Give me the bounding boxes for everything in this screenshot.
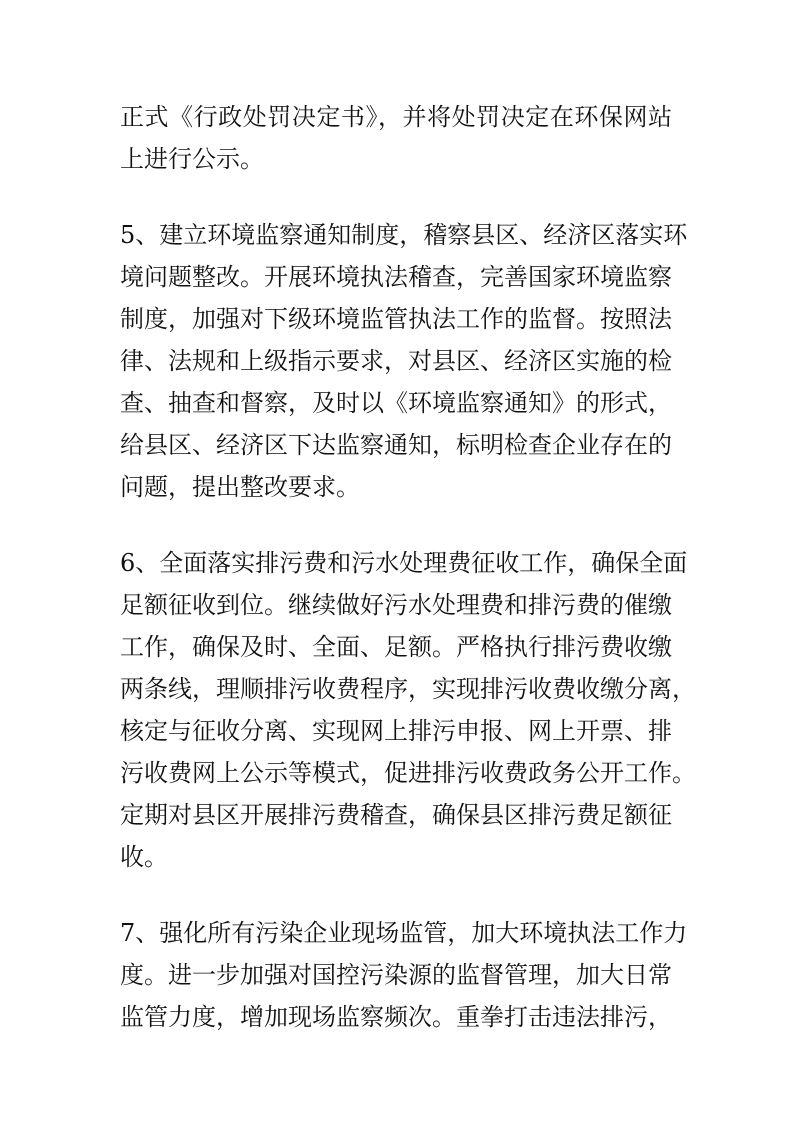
text-line: 问题，提出整改要求。 [120,473,360,501]
paragraph-spacing [120,508,672,542]
paragraph-item-5 [120,214,688,508]
text-line: 核定与征收分离、实现网上排污申报、网上开票、排 [120,717,672,745]
text-line: 给县区、经济区下达监察通知，标明检查企业存在的 [120,431,672,459]
text-line: 工作，确保及时、全面、足额。严格执行排污费收缴 [120,633,672,661]
paragraph-spacing [120,180,672,214]
text-line: 正式《行政处罚决定书》，并将处罚决定在环保网站 [120,103,672,131]
text-line: 5、建立环境监察通知制度，稽察县区、经济区落实环 [120,221,688,249]
text-line: 监管力度，增加现场监察频次。重拳打击违法排污， [120,1003,672,1031]
text-line: 污收费网上公示等模式，促进排污收费政务公开工作。 [120,759,696,787]
text-line: 收。 [120,843,168,871]
text-line: 境问题整改。开展环境执法稽查，完善国家环境监察 [120,263,672,291]
paragraph-spacing [120,878,672,912]
text-line: 度。进一步加强对国控污染源的监督管理，加大日常 [120,961,672,989]
text-line: 足额征收到位。继续做好污水处理费和排污费的催缴 [120,591,672,619]
text-line: 律、法规和上级指示要求，对县区、经济区实施的检 [120,347,672,375]
paragraph-penalty-publicity [120,96,672,180]
text-line: 两条线，理顺排污收费程序，实现排污收费收缴分离， [120,675,696,703]
text-line: 6、全面落实排污费和污水处理费征收工作，确保全面 [120,549,688,577]
text-line: 上进行公示。 [120,145,264,173]
text-line: 制度，加强对下级环境监管执法工作的监督。按照法 [120,305,672,333]
paragraph-item-7 [120,912,688,1038]
text-line: 查、抽查和督察，及时以《环境监察通知》的形式， [120,389,672,417]
paragraph-item-6 [120,542,696,878]
document-body [120,96,696,1038]
text-line: 定期对县区开展排污费稽查，确保县区排污费足额征 [120,801,672,829]
text-line: 7、强化所有污染企业现场监管，加大环境执法工作力 [120,919,688,947]
